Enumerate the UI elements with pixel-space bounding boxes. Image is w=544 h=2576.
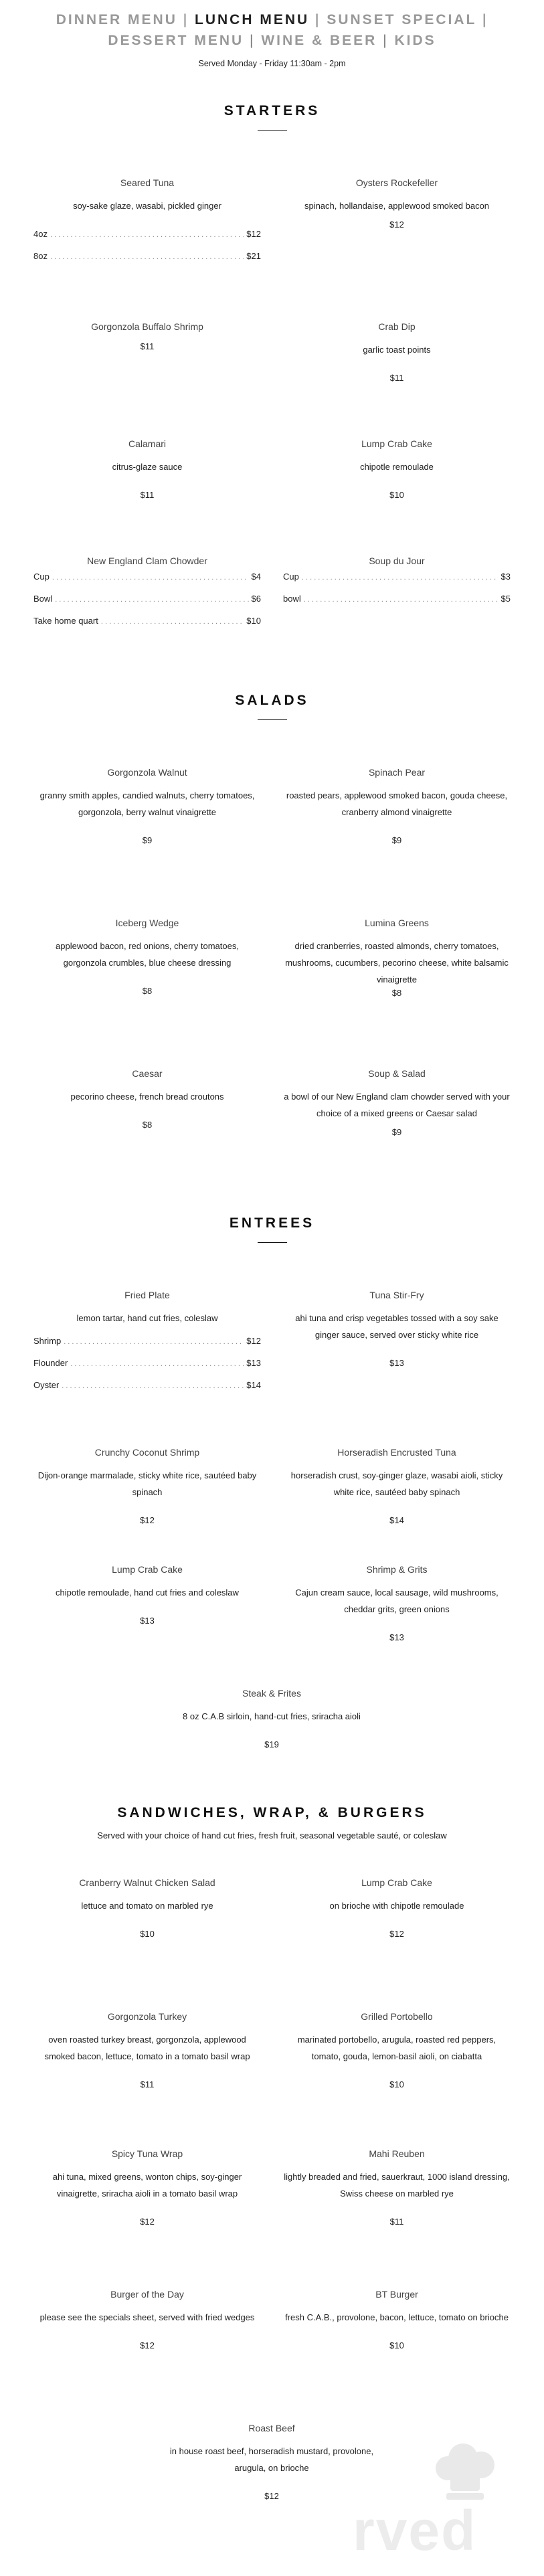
menu-grid bbox=[0, 720, 544, 1215]
menu-item bbox=[283, 2011, 511, 2089]
item-price: $11 bbox=[389, 373, 404, 383]
item-name: Soup du Jour bbox=[369, 555, 425, 566]
item-name: Steak & Frites bbox=[242, 1688, 301, 1699]
menu-nav bbox=[0, 0, 544, 51]
item-name: Roast Beef bbox=[248, 2423, 295, 2433]
item-description: granny smith apples, candied walnuts, cherry tomatoes, gorgonzola, berry walnut vinaigrette bbox=[39, 790, 255, 817]
price-leader bbox=[52, 567, 249, 588]
nav-separator: | bbox=[183, 12, 189, 27]
price-leader bbox=[101, 611, 244, 632]
item-name: Caesar bbox=[132, 1068, 163, 1079]
item-description: ahi tuna and crisp vegetables tossed with a soy sake ginger sauce, served over sticky white rice bbox=[295, 1313, 498, 1340]
section-entrees bbox=[0, 1215, 544, 1845]
menu-item bbox=[283, 2289, 511, 2350]
item-description: lightly breaded and fried, sauerkraut, 1000 island dressing, Swiss cheese on marbled rye bbox=[284, 2172, 510, 2199]
menu-item bbox=[283, 918, 511, 998]
menu-item bbox=[33, 555, 261, 632]
price-label: Take home quart bbox=[33, 616, 98, 626]
item-name: Lumina Greens bbox=[365, 918, 429, 928]
item-description: horseradish crust, soy-ginger glaze, wasabi aioli, sticky white rice, sautéed baby spinach bbox=[290, 1470, 503, 1497]
item-name: Tuna Stir-Fry bbox=[369, 1290, 424, 1300]
menu-item bbox=[283, 2148, 511, 2227]
section-salads bbox=[0, 693, 544, 1215]
price-label: 4oz bbox=[33, 229, 48, 239]
item-description: on brioche with chipotle remoulade bbox=[329, 1901, 464, 1911]
section-title: STARTERS bbox=[223, 103, 321, 118]
item-name: Fried Plate bbox=[124, 1290, 170, 1300]
menu-item bbox=[283, 1290, 511, 1368]
price-row bbox=[33, 588, 261, 610]
item-price: $13 bbox=[389, 1632, 404, 1642]
item-description: chipotle remoulade bbox=[360, 462, 434, 472]
item-name: Burger of the Day bbox=[110, 2289, 184, 2300]
price-label: bowl bbox=[283, 594, 301, 604]
item-description: 8 oz C.A.B sirloin, hand-cut fries, sriracha aioli bbox=[183, 1711, 361, 1721]
item-description: lemon tartar, hand cut fries, coleslaw bbox=[76, 1313, 218, 1323]
price-value: $21 bbox=[246, 251, 261, 261]
item-price: $11 bbox=[140, 490, 155, 500]
price-leader bbox=[50, 246, 244, 268]
menu-item bbox=[33, 1068, 261, 1130]
menu-item bbox=[33, 767, 261, 845]
section-title: SANDWICHES, WRAP, & BURGERS bbox=[117, 1805, 427, 1820]
item-price: $14 bbox=[389, 1515, 404, 1525]
price-value: $13 bbox=[246, 1358, 261, 1368]
menu-item bbox=[33, 1290, 261, 1397]
item-description: citrus-glaze sauce bbox=[112, 462, 183, 472]
price-list bbox=[33, 1330, 261, 1397]
menu-item bbox=[283, 767, 511, 845]
nav-separator: | bbox=[482, 12, 488, 27]
item-description: Dijon-orange marmalade, sticky white rice, sautéed baby spinach bbox=[37, 1470, 257, 1497]
item-description: dried cranberries, roasted almonds, cherry tomatoes, mushrooms, cucumbers, pecorino cheese, white balsamic vinaigrette bbox=[285, 941, 509, 984]
price-leader bbox=[50, 224, 244, 246]
nav-separator: | bbox=[383, 33, 389, 48]
item-price: $8 bbox=[142, 1120, 153, 1130]
item-name: Seared Tuna bbox=[120, 177, 175, 188]
price-leader bbox=[304, 589, 498, 610]
menu-item bbox=[33, 2289, 261, 2350]
item-price: $11 bbox=[140, 341, 155, 351]
menu-item bbox=[33, 918, 261, 996]
price-list bbox=[33, 566, 261, 632]
item-name: Cranberry Walnut Chicken Salad bbox=[79, 1877, 215, 1888]
menu-item bbox=[158, 1688, 385, 1749]
item-name: Mahi Reuben bbox=[369, 2148, 425, 2159]
price-row bbox=[33, 224, 261, 246]
nav-kids[interactable]: KIDS bbox=[394, 33, 436, 48]
item-name: Gorgonzola Buffalo Shrimp bbox=[91, 321, 203, 332]
nav-separator: | bbox=[315, 12, 321, 27]
price-value: $14 bbox=[246, 1380, 261, 1390]
item-description: applewood bacon, red onions, cherry tomatoes, gorgonzola crumbles, blue cheese dressing bbox=[56, 941, 239, 968]
price-list bbox=[33, 224, 261, 268]
item-name: Oysters Rockefeller bbox=[355, 177, 438, 188]
item-description: chipotle remoulade, hand cut fries and coleslaw bbox=[56, 1587, 239, 1598]
price-row bbox=[33, 246, 261, 268]
item-price: $19 bbox=[264, 1739, 279, 1749]
item-price: $8 bbox=[391, 988, 402, 998]
menu-item bbox=[33, 1564, 261, 1626]
item-name: Lump Crab Cake bbox=[112, 1564, 183, 1575]
price-label: 8oz bbox=[33, 251, 48, 261]
price-row bbox=[33, 1330, 261, 1353]
price-label: Cup bbox=[33, 572, 50, 582]
item-price: $13 bbox=[389, 1358, 404, 1368]
menu-item bbox=[283, 555, 511, 610]
item-name: Lump Crab Cake bbox=[361, 438, 432, 449]
price-label: Cup bbox=[283, 572, 299, 582]
item-price: $11 bbox=[140, 2079, 155, 2089]
menu-item bbox=[283, 1877, 511, 1939]
item-price: $9 bbox=[391, 835, 402, 845]
item-name: Soup & Salad bbox=[368, 1068, 426, 1079]
menu-item bbox=[33, 1877, 261, 1939]
item-description: pecorino cheese, french bread croutons bbox=[70, 1092, 224, 1102]
item-price: $12 bbox=[140, 2340, 155, 2350]
item-price: $8 bbox=[142, 986, 153, 996]
item-name: Gorgonzola Turkey bbox=[107, 2011, 187, 2022]
item-name: Spicy Tuna Wrap bbox=[111, 2148, 183, 2159]
item-description: oven roasted turkey breast, gorgonzola, applewood smoked bacon, lettuce, tomato in a tomato basil wrap bbox=[44, 2035, 250, 2061]
menu-item bbox=[283, 1447, 511, 1525]
price-row bbox=[33, 1375, 261, 1397]
price-label: Flounder bbox=[33, 1358, 68, 1368]
nav-line-1 bbox=[0, 9, 544, 30]
section-subtitle: Served with your choice of hand cut fries, fresh fruit, seasonal vegetable sauté, or coleslaw bbox=[97, 1830, 447, 1840]
menu-grid bbox=[0, 131, 544, 693]
menu-item bbox=[33, 177, 261, 268]
price-value: $5 bbox=[501, 594, 511, 604]
section-title: SALADS bbox=[235, 693, 309, 708]
price-label: Oyster bbox=[33, 1380, 60, 1390]
watermark-logo bbox=[326, 2431, 527, 2565]
item-name: Crunchy Coconut Shrimp bbox=[94, 1447, 200, 1458]
item-description: in house roast beef, horseradish mustard, provolone, arugula, on brioche bbox=[169, 2446, 374, 2473]
menu-item bbox=[33, 438, 261, 500]
item-price: $10 bbox=[389, 490, 404, 500]
item-price: $10 bbox=[389, 2079, 404, 2089]
menu-grid bbox=[0, 1243, 544, 1845]
nav-line-2 bbox=[0, 30, 544, 51]
item-name: Horseradish Encrusted Tuna bbox=[337, 1447, 456, 1458]
price-value: $6 bbox=[251, 594, 261, 604]
item-price: $12 bbox=[389, 1929, 404, 1939]
price-leader bbox=[64, 1331, 244, 1353]
item-price: $12 bbox=[389, 220, 404, 230]
menu-item bbox=[33, 2011, 261, 2089]
nav-dinner-menu[interactable]: DINNER MENU bbox=[56, 12, 177, 27]
item-description: lettuce and tomato on marbled rye bbox=[81, 1901, 213, 1911]
price-value: $12 bbox=[246, 1336, 261, 1346]
menu-item bbox=[283, 438, 511, 500]
item-name: New England Clam Chowder bbox=[87, 555, 207, 566]
price-value: $10 bbox=[246, 616, 261, 626]
price-row bbox=[283, 588, 511, 610]
nav-wine-beer[interactable]: WINE & BEER bbox=[261, 33, 377, 48]
price-label: Shrimp bbox=[33, 1336, 62, 1346]
item-name: Lump Crab Cake bbox=[361, 1877, 432, 1888]
price-value: $12 bbox=[246, 229, 261, 239]
item-price: $9 bbox=[391, 1127, 402, 1137]
item-description: marinated portobello, arugula, roasted red peppers, tomato, gouda, lemon-basil aioli, on ciabatta bbox=[297, 2035, 496, 2061]
menu-item bbox=[33, 321, 261, 351]
menu-item bbox=[283, 321, 511, 383]
item-name: Gorgonzola Walnut bbox=[107, 767, 187, 778]
item-price: $10 bbox=[140, 1929, 155, 1939]
menu-item bbox=[283, 1068, 511, 1137]
menu-item bbox=[283, 177, 511, 230]
item-description: garlic toast points bbox=[363, 345, 431, 355]
price-row bbox=[33, 1353, 261, 1375]
nav-lunch-menu[interactable]: LUNCH MENU bbox=[195, 12, 310, 27]
item-name: Spinach Pear bbox=[368, 767, 426, 778]
price-value: $4 bbox=[251, 572, 261, 582]
item-name: Calamari bbox=[128, 438, 166, 449]
item-description: please see the specials sheet, served with fried wedges bbox=[39, 2312, 255, 2322]
item-description: roasted pears, applewood smoked bacon, gouda cheese, cranberry almond vinaigrette bbox=[286, 790, 508, 817]
item-description: Cajun cream sauce, local sausage, wild mushrooms, cheddar grits, green onions bbox=[295, 1587, 498, 1614]
price-row bbox=[283, 566, 511, 588]
price-label: Bowl bbox=[33, 594, 53, 604]
price-list bbox=[283, 566, 511, 610]
item-name: Grilled Portobello bbox=[361, 2011, 433, 2022]
menu-item bbox=[33, 2148, 261, 2227]
served-hours: Served Monday - Friday 11:30am - 2pm bbox=[198, 59, 346, 68]
item-price: $9 bbox=[142, 835, 153, 845]
item-name: Shrimp & Grits bbox=[366, 1564, 428, 1575]
item-description: soy-sake glaze, wasabi, pickled ginger bbox=[73, 201, 221, 211]
price-leader bbox=[70, 1353, 244, 1375]
price-leader bbox=[55, 589, 248, 610]
item-description: spinach, hollandaise, applewood smoked bacon bbox=[304, 201, 490, 211]
menu-item bbox=[283, 1564, 511, 1642]
section-title: ENTREES bbox=[229, 1215, 315, 1231]
price-leader bbox=[62, 1375, 244, 1397]
item-price: $13 bbox=[140, 1616, 155, 1626]
section-starters bbox=[0, 103, 544, 693]
item-price: $11 bbox=[389, 2217, 404, 2227]
price-row bbox=[33, 566, 261, 588]
item-name: BT Burger bbox=[375, 2289, 418, 2300]
item-description: a bowl of our New England clam chowder served with your choice of a mixed greens or Caesar salad bbox=[284, 1092, 510, 1118]
item-price: $12 bbox=[264, 2491, 279, 2501]
item-name: Crab Dip bbox=[378, 321, 416, 332]
price-row bbox=[33, 610, 261, 632]
watermark-text: rved bbox=[353, 2499, 477, 2562]
price-value: $3 bbox=[501, 572, 511, 582]
nav-separator: | bbox=[250, 33, 256, 48]
item-price: $10 bbox=[389, 2340, 404, 2350]
item-description: ahi tuna, mixed greens, wonton chips, soy-ginger vinaigrette, sriracha aioli in a tomato basil wrap bbox=[52, 2172, 242, 2199]
nav-sunset-special[interactable]: SUNSET SPECIAL bbox=[327, 12, 476, 27]
item-price: $12 bbox=[140, 1515, 155, 1525]
menu-item bbox=[33, 1447, 261, 1525]
nav-dessert-menu[interactable]: DESSERT MENU bbox=[108, 33, 244, 48]
item-description: fresh C.A.B., provolone, bacon, lettuce, tomato on brioche bbox=[285, 2312, 509, 2322]
item-name: Iceberg Wedge bbox=[115, 918, 179, 928]
item-price: $12 bbox=[140, 2217, 155, 2227]
price-leader bbox=[302, 567, 498, 588]
